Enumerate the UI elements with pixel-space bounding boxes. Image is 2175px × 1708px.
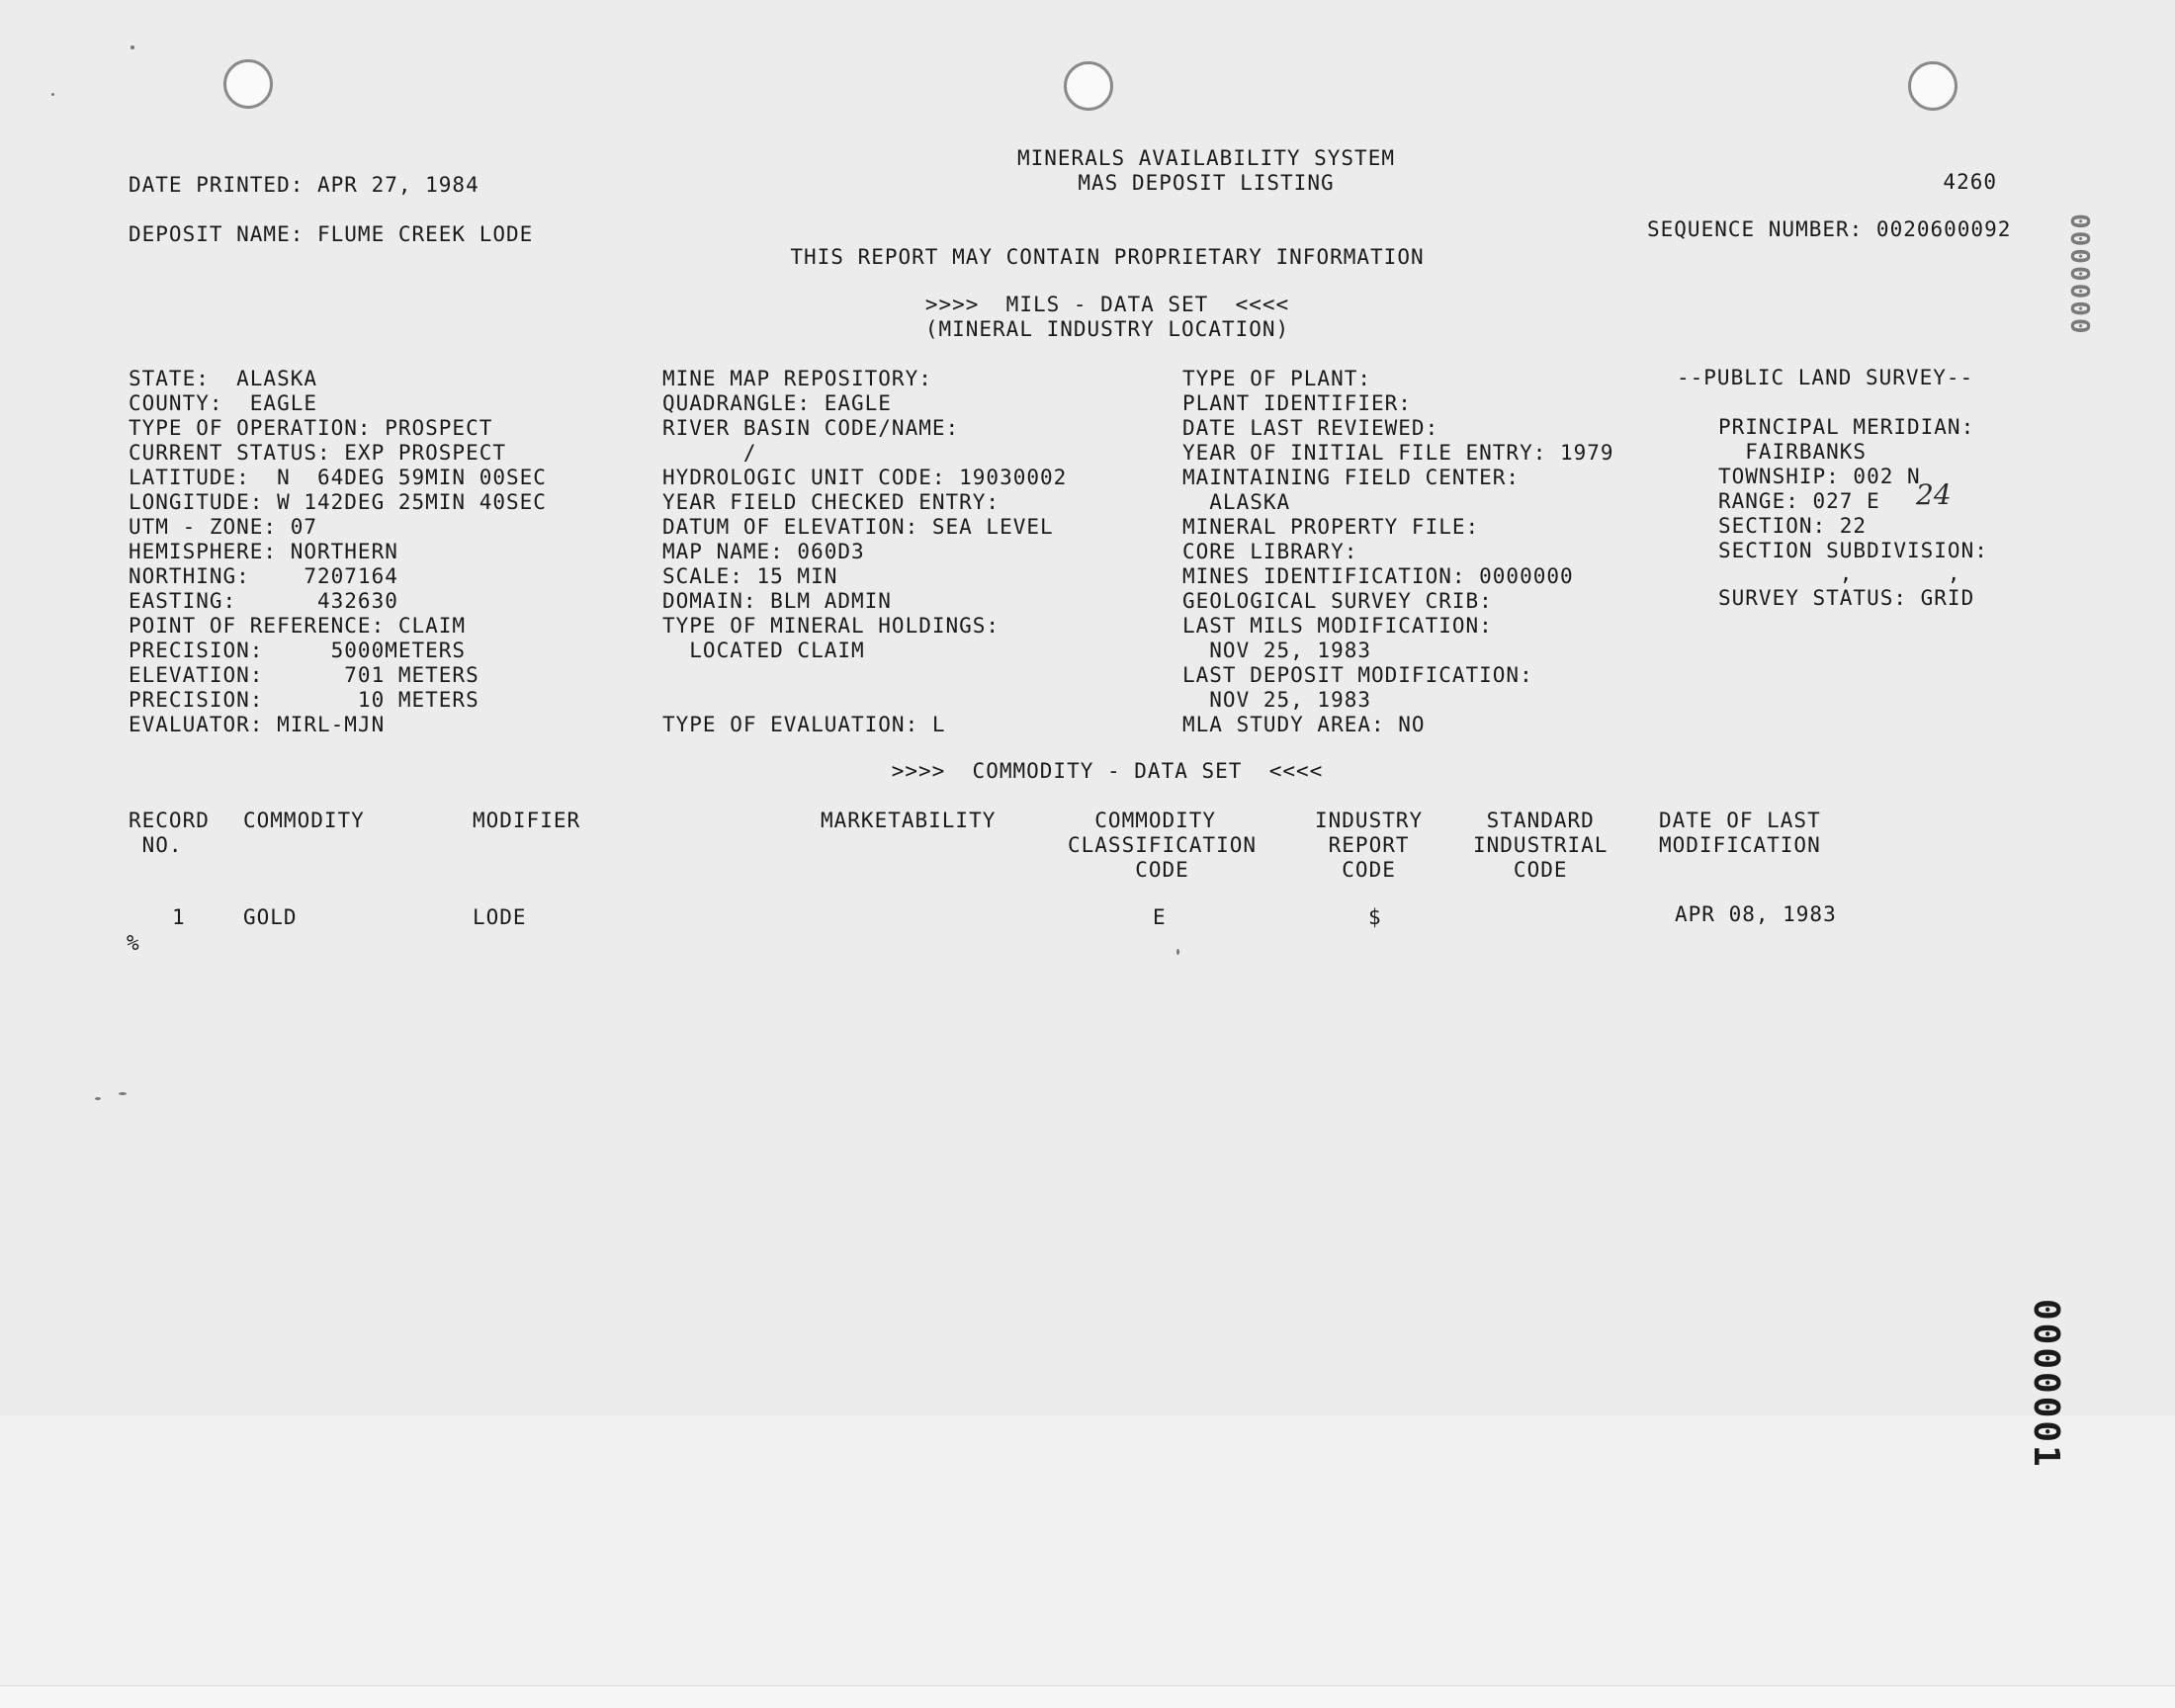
field-last-mils-modification-value: NOV 25, 1983	[1182, 639, 1372, 662]
public-land-survey-heading: --PUBLIC LAND SURVEY--	[1677, 366, 1974, 389]
stray-percent-mark: %	[127, 931, 140, 955]
field-township: TOWNSHIP: 002 N	[1718, 465, 1921, 488]
field-year-initial-entry: YEAR OF INITIAL FILE ENTRY: 1979	[1182, 441, 1614, 465]
cell-record-no: 1	[172, 905, 186, 929]
cell-industry-report-code: $	[1368, 905, 1382, 929]
header-modifier: MODIFIER	[473, 809, 581, 832]
field-domain: DOMAIN: BLM ADMIN	[662, 589, 892, 613]
scan-speck	[1176, 949, 1179, 955]
scan-speck	[95, 1097, 101, 1100]
field-year-field-checked: YEAR FIELD CHECKED ENTRY:	[662, 490, 1000, 514]
punch-hole-center	[1064, 61, 1113, 111]
field-section-subdivision: SECTION SUBDIVISION:	[1718, 539, 1988, 562]
cell-modifier: LODE	[473, 905, 527, 929]
scan-speck	[51, 93, 54, 96]
field-geological-survey-crib: GEOLOGICAL SURVEY CRIB:	[1182, 589, 1493, 613]
field-precision-elevation: PRECISION: 10 METERS	[129, 688, 479, 712]
scan-background-band	[0, 1415, 2175, 1708]
proprietary-notice: THIS REPORT MAY CONTAIN PROPRIETARY INFORMATION	[790, 245, 1425, 269]
header-record-no: RECORD NO.	[129, 809, 210, 857]
field-latitude: LATITUDE: N 64DEG 59MIN 00SEC	[129, 466, 547, 489]
page-id: 4260	[1943, 170, 1997, 194]
scan-edge-strip	[0, 1685, 2175, 1708]
punch-hole-right	[1908, 61, 1958, 111]
scan-speck	[130, 45, 134, 49]
date-printed: DATE PRINTED: APR 27, 1984	[129, 173, 479, 197]
header-commodity-classification-code: COMMODITY CLASSIFICATION CODE	[1068, 809, 1258, 882]
listing-title: MAS DEPOSIT LISTING	[1078, 171, 1335, 195]
scan-speck	[119, 1092, 127, 1095]
field-survey-status: SURVEY STATUS: GRID	[1718, 586, 1975, 610]
field-point-of-reference: POINT OF REFERENCE: CLAIM	[129, 614, 467, 638]
field-mine-map-repository: MINE MAP REPOSITORY:	[662, 367, 932, 390]
header-standard-industrial-code: STANDARD INDUSTRIAL CODE	[1473, 809, 1609, 882]
margin-stamp-top: 0000000	[2064, 214, 2094, 336]
field-elevation: ELEVATION: 701 METERS	[129, 663, 479, 687]
commodity-section-title: >>>> COMMODITY - DATA SET <<<<	[891, 759, 1324, 783]
field-last-mils-modification: LAST MILS MODIFICATION:	[1182, 614, 1493, 638]
field-scale: SCALE: 15 MIN	[662, 564, 838, 588]
header-commodity: COMMODITY	[243, 809, 365, 832]
mils-section-title: >>>> MILS - DATA SET <<<<	[924, 293, 1290, 316]
field-mineral-holdings-value: LOCATED CLAIM	[662, 639, 865, 662]
field-current-status: CURRENT STATUS: EXP PROSPECT	[129, 441, 507, 465]
mils-section-subtitle: (MINERAL INDUSTRY LOCATION)	[924, 317, 1290, 341]
field-last-deposit-modification-value: NOV 25, 1983	[1182, 688, 1372, 712]
field-precision-location: PRECISION: 5000METERS	[129, 639, 467, 662]
punch-hole-left	[223, 59, 273, 109]
field-type-of-mineral-holdings: TYPE OF MINERAL HOLDINGS:	[662, 614, 1000, 638]
field-section-subdivision-value: , ,	[1718, 561, 1961, 585]
field-range: RANGE: 027 E	[1718, 489, 1880, 513]
cell-date-of-last-modification: APR 08, 1983	[1675, 902, 1837, 926]
field-river-basin-value: /	[662, 441, 757, 465]
handwritten-range-note: 24	[1916, 478, 1952, 511]
field-longitude: LONGITUDE: W 142DEG 25MIN 40SEC	[129, 490, 547, 514]
cell-commodity: GOLD	[243, 905, 298, 929]
system-title: MINERALS AVAILABILITY SYSTEM	[1016, 146, 1395, 170]
field-mines-identification: MINES IDENTIFICATION: 0000000	[1182, 564, 1574, 588]
field-type-of-evaluation: TYPE OF EVALUATION: L	[662, 713, 946, 736]
field-quadrangle: QUADRANGLE: EAGLE	[662, 391, 892, 415]
field-principal-meridian: PRINCIPAL MERIDIAN:	[1718, 415, 1975, 439]
field-mla-study-area: MLA STUDY AREA: NO	[1182, 713, 1426, 736]
sequence-number: SEQUENCE NUMBER: 0020600092	[1647, 217, 2012, 241]
field-maintaining-center-value: ALASKA	[1182, 490, 1291, 514]
field-type-of-operation: TYPE OF OPERATION: PROSPECT	[129, 416, 493, 440]
field-northing: NORTHING: 7207164	[129, 564, 398, 588]
deposit-name: DEPOSIT NAME: FLUME CREEK LODE	[129, 222, 534, 246]
header-marketability: MARKETABILITY	[821, 809, 997, 832]
field-hemisphere: HEMISPHERE: NORTHERN	[129, 540, 398, 563]
cell-classification-code: E	[1153, 905, 1167, 929]
field-date-last-reviewed: DATE LAST REVIEWED:	[1182, 416, 1439, 440]
field-type-of-plant: TYPE OF PLANT:	[1182, 367, 1372, 390]
field-river-basin: RIVER BASIN CODE/NAME:	[662, 416, 960, 440]
field-map-name: MAP NAME: 060D3	[662, 540, 865, 563]
field-principal-meridian-value: FAIRBANKS	[1718, 440, 1868, 464]
header-date-of-last-modification: DATE OF LAST MODIFICATION	[1659, 809, 1821, 857]
field-maintaining-center: MAINTAINING FIELD CENTER:	[1182, 466, 1521, 489]
field-utm-zone: UTM - ZONE: 07	[129, 515, 318, 539]
field-hydrologic-unit-code: HYDROLOGIC UNIT CODE: 19030002	[662, 466, 1068, 489]
field-core-library: CORE LIBRARY:	[1182, 540, 1358, 563]
field-mineral-property-file: MINERAL PROPERTY FILE:	[1182, 515, 1480, 539]
field-plant-identifier: PLANT IDENTIFIER:	[1182, 391, 1412, 415]
field-county: COUNTY: EAGLE	[129, 391, 318, 415]
field-section: SECTION: 22	[1718, 514, 1868, 538]
header-industry-report-code: INDUSTRY REPORT CODE	[1315, 809, 1424, 882]
field-easting: EASTING: 432630	[129, 589, 398, 613]
field-evaluator: EVALUATOR: MIRL-MJN	[129, 713, 386, 736]
margin-stamp-bottom: 0000001	[2026, 1299, 2066, 1470]
field-state: STATE: ALASKA	[129, 367, 318, 390]
field-datum-of-elevation: DATUM OF ELEVATION: SEA LEVEL	[662, 515, 1054, 539]
field-last-deposit-modification: LAST DEPOSIT MODIFICATION:	[1182, 663, 1533, 687]
